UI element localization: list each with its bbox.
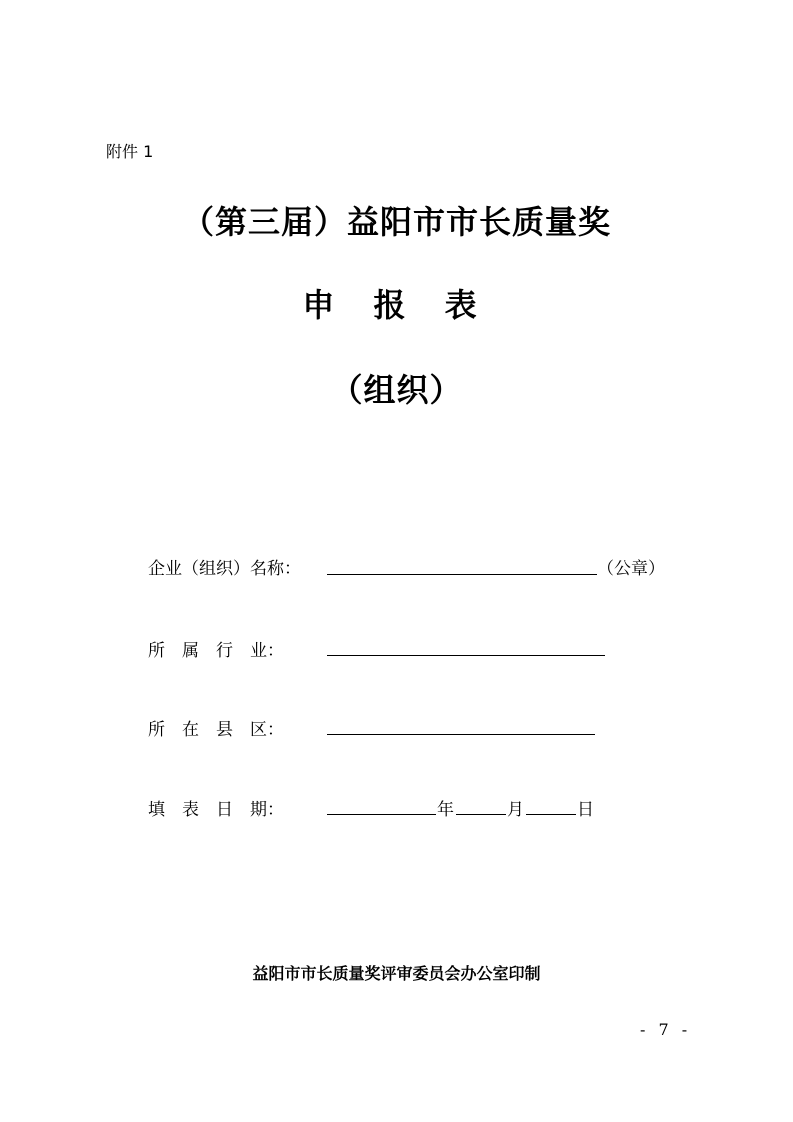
date-year-line[interactable] xyxy=(327,814,436,815)
day-label: 日 xyxy=(577,800,594,820)
industry-line[interactable] xyxy=(327,655,605,656)
year-label: 年 xyxy=(437,800,454,820)
document-title: （第三届）益阳市市长质量奖 xyxy=(181,203,611,241)
org-name-label: 企业（组织）名称： xyxy=(148,559,301,579)
org-name-suffix: （公章） xyxy=(597,559,665,579)
document-subtitle: 申 报 表 xyxy=(302,286,491,324)
date-month-line[interactable] xyxy=(456,814,506,815)
date-label: 填 表 日 期： xyxy=(148,800,284,820)
document-category: （组织） xyxy=(330,371,463,409)
org-name-line[interactable] xyxy=(327,574,597,575)
publisher-footer: 益阳市市长质量奖评审委员会办公室印制 xyxy=(252,964,541,983)
month-label: 月 xyxy=(507,800,524,820)
county-line[interactable] xyxy=(327,734,595,735)
page-number: - 7 - xyxy=(640,1020,692,1039)
industry-label: 所 属 行 业： xyxy=(148,641,284,661)
attachment-label: 附件 1 xyxy=(106,142,154,161)
date-day-line[interactable] xyxy=(526,814,576,815)
county-label: 所 在 县 区： xyxy=(148,720,284,740)
